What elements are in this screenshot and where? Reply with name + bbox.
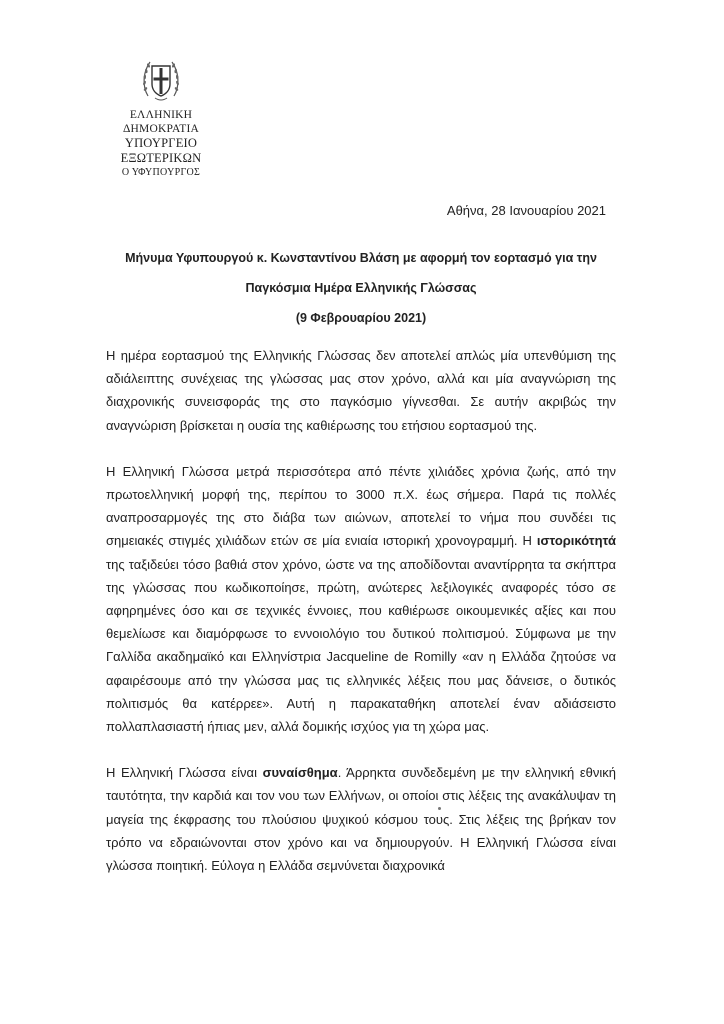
paragraph-3 — [106, 761, 616, 877]
letterhead — [96, 56, 226, 179]
title-line-3: (9 Φεβρουαρίου 2021) — [295, 311, 427, 325]
paragraph-3-text-b: . Άρρηκτα συνδεδεμένη με την ελληνική εθνική ταυτότητα, την καρδιά και τον νου των Ελλήνων, οι οποίοι στις λέξεις της ανακάλυψαν τη μαγεία της έκφρασης του πλούσιου ψυχικού κόσμου τους. Στις λέξεις της βρήκαν τον τρόπο να εδραιώνονται στον χρόνο και να δημιουργούν. Η Ελληνική Γλώσσα είναι γλώσσα ποιητική. Εύλογα η Ελλάδα σεμνύνεται διαχρονικά — [106, 765, 616, 874]
letterhead-office: Ο ΥΦΥΠΟΥΡΓΟΣ — [121, 167, 201, 178]
paragraph-2-text-b: της ταξιδεύει τόσο βαθιά στον χρόνο, ώστε να της αποδίδονται αναντίρρητα τα σκήπτρα της γλώσσας που κωδικοποίησε, πρώτη, ανώτερες λεξιλογικές αναφορές τόσο σε αφηρημένες όσο και σε τεχνικές έννοιες, που καθιέρωσε οικουμενικές αξίες και που θεμελίωσε και διαμόρφωσε το εννοιολόγιο του δυτικού πολιτισμού. Σύμφωνα με την Γαλλίδα ακαδημαϊκό και Ελληνίστρια Jacqueline de Romilly «αν η Ελλάδα ζητούσε να αφαιρέσουμε από την γλώσσα μας τις ελληνικές λέξεις που μας δάνεισε, ο δυτικός πολιτισμός θα κατέρρεε». Αυτή η παρακαταθήκη αποτελεί έναν αδιάσειστο πολλαπλασιαστή ήπιας μεν, αλλά δομικής ισχύος για τη χώρα μας. — [106, 556, 616, 735]
letter-body — [106, 344, 616, 900]
letterhead-ministry-name: ΥΠΟΥΡΓΕΙΟ ΕΞΩΤΕΡΙΚΩΝ — [120, 136, 202, 165]
title-line-2: Παγκόσμια Ημέρα Ελληνικής Γλώσσας — [245, 281, 477, 295]
emphasis-historicity: ιστορικότητά — [536, 533, 616, 549]
letter-date: Αθήνα, 28 Ιανουαρίου 2021 — [446, 203, 606, 218]
emphasis-emotion: συναίσθημα — [262, 765, 338, 781]
paragraph-2-text-a: Η Ελληνική Γλώσσα μετρά περισσότερα από πέντε χιλιάδες χρόνια ζωής, από την πρωτοελληνική μορφή της, περίπου το 3000 π.Χ. έως σήμερα. Παρά τις πολλές αναπροσαρμογές της στο διάβα των αιώνων, αποτελεί το νήμα που συνδέει τις σημειακές στιγμές χιλιάδων ετών σε μία ενιαία ιστορική χρονογραμμή. Η — [106, 463, 616, 549]
paragraph-2 — [106, 460, 616, 738]
title-line-1: Μήνυμα Υφυπουργού κ. Κωνσταντίνου Βλάση με αφορμή τον εορτασμό για την — [125, 251, 597, 265]
paragraph-1: Η ημέρα εορτασμού της Ελληνικής Γλώσσας δεν αποτελεί απλώς μία υπενθύμιση της αδιάλειπτης συνέχειας της γλώσσας μας στον χρόνο, αλλά και μία αναγνώριση της διαχρονικής συνεισφοράς της στο παγκόσμιο γίγνεσθαι. Σε αυτήν ακριβώς την αναγνώριση βρίσκεται η ουσία της καθιέρωσης του ετήσιου εορτασμού της. — [106, 348, 616, 433]
scan-speck — [438, 807, 441, 810]
letterhead-state-name: ΕΛΛΗΝΙΚΗ ΔΗΜΟΚΡΑΤΙΑ — [122, 109, 200, 135]
greek-coat-of-arms-icon — [140, 56, 182, 104]
paragraph-3-text-a: Η Ελληνική Γλώσσα είναι — [106, 765, 257, 781]
message-title — [106, 243, 616, 333]
